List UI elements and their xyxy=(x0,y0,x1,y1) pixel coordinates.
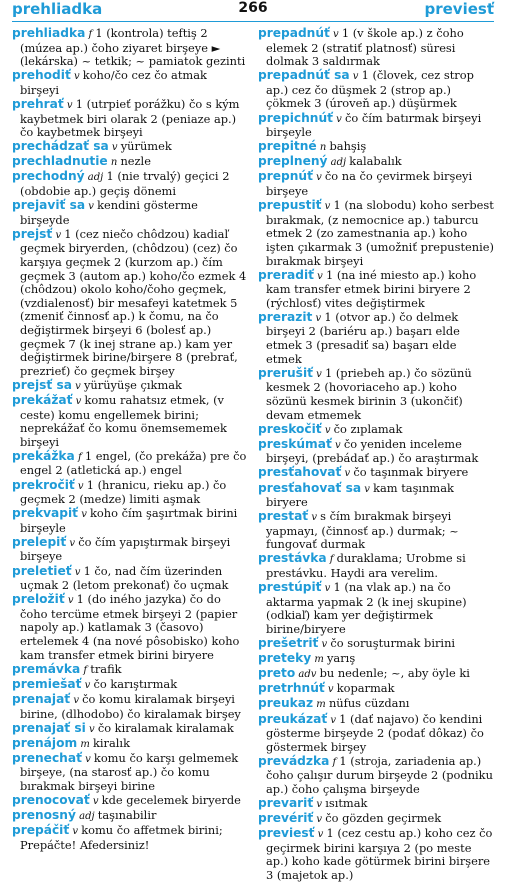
grammar-tag: f xyxy=(326,554,337,566)
grammar-tag: n xyxy=(107,157,121,169)
headword: prepnúť xyxy=(258,169,313,184)
headword: prenocovať xyxy=(12,793,90,808)
definition: ısıtmak xyxy=(325,796,368,811)
definition: yarış xyxy=(327,651,356,666)
dictionary-entry xyxy=(258,112,494,140)
headword: prenechať xyxy=(12,750,82,765)
definition: 1 (človek, cez strop ap.) cez čo düşmek 2 (strop ap.) çökmek 3 (úroveň ap.) düşürmek xyxy=(266,68,474,111)
dictionary-entry xyxy=(12,737,248,752)
definition: duraklama; Urobme si prestávku. Haydi ara verelim. xyxy=(266,551,466,581)
headword: prehliadka xyxy=(12,26,86,40)
headword: prelepiť xyxy=(12,534,67,549)
headword: prechladnutie xyxy=(12,154,108,169)
dictionary-entry xyxy=(12,565,248,593)
grammar-tag: m xyxy=(77,738,93,750)
definition: 1 (dať najavo) čo kendini gösterme birşeyde 2 (podať dôkaz) čo göstermek birşey xyxy=(266,711,484,754)
header-last-headword: previesť xyxy=(424,0,494,18)
definition: 1 (priebeh ap.) čo sözünü kesmek 2 (hovoriaceho ap.) koho sözünü kesmek birinin 3 (ukončiť) devam etmemek xyxy=(266,365,472,422)
grammar-tag: v xyxy=(312,368,325,380)
definition: trafik xyxy=(90,661,122,676)
grammar-tag: v xyxy=(52,229,65,241)
dictionary-entry xyxy=(12,140,248,155)
grammar-tag: v xyxy=(108,142,121,154)
headword: premávka xyxy=(12,661,81,676)
dictionary-entry xyxy=(12,379,248,394)
grammar-tag: v xyxy=(318,639,331,651)
grammar-tag: v xyxy=(78,509,91,521)
dictionary-entry xyxy=(258,797,494,812)
headword: prekážka xyxy=(12,448,75,463)
headword: prenájom xyxy=(12,735,78,750)
dictionary-entry xyxy=(258,170,494,198)
headword: prepustiť xyxy=(258,198,322,213)
right-column xyxy=(258,27,494,883)
grammar-tag: v xyxy=(64,595,77,607)
headword: prerazit xyxy=(258,309,313,324)
dictionary-entry xyxy=(258,367,494,422)
grammar-tag: v xyxy=(312,312,325,324)
headword: prenajať si xyxy=(12,720,86,735)
headword: prepadnúť xyxy=(258,26,330,40)
dictionary-entry xyxy=(258,423,494,438)
dictionary-entry xyxy=(12,170,248,198)
grammar-tag: v xyxy=(314,829,327,841)
definition: čo gözden geçirmek xyxy=(325,811,442,826)
grammar-tag: v xyxy=(321,583,334,595)
dictionary-entry xyxy=(12,824,248,852)
dictionary-entry xyxy=(12,394,248,449)
definition: yürümek xyxy=(120,139,172,154)
grammar-tag: v xyxy=(331,439,344,451)
dictionary-entry xyxy=(258,652,494,667)
grammar-tag: f xyxy=(329,756,340,768)
definition: 1 (na iné miesto ap.) koho kam transfer etmek birini biryere 2 (rýchlosť) vites değiştirmek xyxy=(266,267,477,310)
headword: prekvapiť xyxy=(12,506,79,521)
definition: 1 (do iného jazyka) čo do čoho tercüme etmek birşeyi 2 (papier napoly ap.) katlamak 3 (časovo) ertelemek 4 (na nové pôsobisko) koho kam transfer etmek birini biryere xyxy=(20,592,240,662)
definition: kendini gösterme birşeyde xyxy=(20,198,198,227)
grammar-tag: v xyxy=(321,201,334,213)
definition: čo zıplamak xyxy=(333,421,403,436)
grammar-tag: v xyxy=(327,714,340,726)
grammar-tag: v xyxy=(81,753,94,765)
headword: prejsť xyxy=(12,226,53,241)
dictionary-entry xyxy=(258,637,494,652)
grammar-tag: adj xyxy=(327,157,350,169)
definition: koho/čo cez čo atmak birşeyi xyxy=(20,68,207,97)
grammar-tag: v xyxy=(63,99,76,111)
definition: čo karıştırmak xyxy=(93,676,178,691)
definition: 1 engel, (čo prekáža) pre čo engel 2 (atletická ap.) engel xyxy=(20,448,247,478)
headword: prekážať xyxy=(12,392,73,407)
dictionary-entry xyxy=(258,552,494,580)
dictionary-entry xyxy=(258,482,494,510)
definition: čo kiralamak kiralamak xyxy=(97,720,234,735)
grammar-tag: f xyxy=(85,29,96,40)
dictionary-entry xyxy=(12,809,248,824)
grammar-tag: v xyxy=(332,113,345,125)
dictionary-entry xyxy=(258,466,494,481)
grammar-tag: v xyxy=(71,566,84,578)
definition: 1 (v škole ap.) z čoho elemek 2 (stratiť platnosť) süresi dolmak 3 saldırmak xyxy=(266,26,464,69)
dictionary-entry xyxy=(258,812,494,827)
headword: prejaviť sa xyxy=(12,198,86,213)
grammar-tag: adj xyxy=(75,811,98,823)
dictionary-entry xyxy=(258,682,494,697)
headword: prehodiť xyxy=(12,68,71,83)
dictionary-entry xyxy=(258,69,494,111)
dictionary-entry xyxy=(258,827,494,882)
definition: komu čo affetmek birini; Prepáčte! Afedersiniz! xyxy=(20,823,223,852)
dictionary-entry xyxy=(12,69,248,97)
grammar-tag: v xyxy=(341,468,354,480)
dictionary-entry xyxy=(258,140,494,155)
definition: 1 (nie trvalý) geçici 2 (obdobie ap.) geçiş dönemi xyxy=(20,169,230,199)
headword: preukaz xyxy=(258,696,314,711)
headword: prevériť xyxy=(258,811,314,826)
headword: prevádzka xyxy=(258,753,330,768)
headword: prechádzať sa xyxy=(12,139,109,154)
dictionary-entry xyxy=(12,693,248,721)
headword: presťahovať sa xyxy=(258,480,362,495)
grammar-tag: f xyxy=(80,664,91,676)
dictionary-entry xyxy=(12,722,248,737)
grammar-tag: v xyxy=(313,799,326,811)
grammar-tag: adj xyxy=(84,172,107,184)
definition: 1 (stroja, zariadenia ap.) čoho çalışır durum birşeyde 2 (podniku ap.) čoho çalışma birşeyde xyxy=(266,753,493,796)
grammar-tag: m xyxy=(313,699,329,711)
headword: prenosný xyxy=(12,808,76,823)
definition: čo taşınmak biryere xyxy=(353,465,469,480)
definition: 1 (cez niečo chôdzou) kadiaľ geçmek biryerden, (chôdzou) (cez) čo karşıya geçmek 2 (kurzom ap.) čím geçmek 3 (autom ap.) koho/čo ezmek 4 (chôdzou) okolo koho/čoho geçmek, (vzdialenosť) bir mesafeyi katetmek 5 (zmeniť činnosť ap.) k čomu, na čo değiştirmek birşeyi 6 (bolesť ap.) geçmek 7 (k inej strane ap.) kam yer değiştirmek birine/birşere 8 (prebrať, prezrieť) čo geçmek birşey xyxy=(20,226,247,378)
definition: 1 (cez cestu ap.) koho cez čo geçirmek birini karşıya 2 (po meste ap.) koho kade götürmek birini birşere 3 (majetok ap.) xyxy=(266,826,493,883)
grammar-tag: v xyxy=(72,395,85,407)
definition: 1 (otvor ap.) čo delmek birşeyi 2 (bariéru ap.) başarı elde etmek 3 (presadiť sa) başarı elde etmek xyxy=(266,309,460,366)
page-header xyxy=(0,0,506,22)
definition: taşınabilir xyxy=(97,808,157,823)
dictionary-entry xyxy=(12,593,248,662)
definition: bahşiş xyxy=(329,139,367,154)
definition: koho čím şaşırtmak birini birşeyle xyxy=(20,506,238,535)
dictionary-entry xyxy=(12,155,248,170)
dictionary-entry xyxy=(12,98,248,140)
definition: s čím bırakmak birşeyi yapmayı, (činnosť ap.) durmak; ~ fungovať durmak xyxy=(266,509,459,552)
header-rule xyxy=(12,21,494,22)
grammar-tag: v xyxy=(313,814,326,826)
dictionary-entry xyxy=(12,450,248,478)
dictionary-entry xyxy=(258,199,494,268)
headword: prepichnúť xyxy=(258,110,333,125)
grammar-tag: v xyxy=(361,483,374,495)
definition: 1 (utrpieť porážku) čo s kým kaybetmek biri olarak 2 (peniaze ap.) čo kaybetmek birşeyi xyxy=(20,96,240,140)
left-column xyxy=(12,27,248,853)
grammar-tag: v xyxy=(321,424,334,436)
headword: preletieť xyxy=(12,563,72,578)
dictionary-entry xyxy=(12,228,248,379)
headword: preukázať xyxy=(258,711,328,726)
dictionary-entry xyxy=(258,755,494,797)
dictionary-entry xyxy=(12,199,248,227)
dictionary-entry xyxy=(12,27,248,69)
grammar-tag: v xyxy=(312,172,325,184)
definition: kam taşınmak biryere xyxy=(266,480,454,510)
grammar-tag: v xyxy=(70,694,83,706)
definition: yürüyüşe çıkmak xyxy=(84,377,182,392)
grammar-tag: v xyxy=(81,679,94,691)
grammar-tag: v xyxy=(85,201,98,213)
dictionary-entry xyxy=(12,536,248,564)
headword: pretrhnúť xyxy=(258,681,325,696)
headword: prekročiť xyxy=(12,477,75,492)
page-number: 266 xyxy=(238,0,268,16)
definition: čo čím batırmak birşeyi birşeyle xyxy=(266,110,482,140)
grammar-tag: v xyxy=(308,512,321,524)
dictionary-entry xyxy=(258,510,494,552)
definition: 1 (hranicu, rieku ap.) čo geçmek 2 (medze) limiti aşmak xyxy=(20,477,227,507)
headword: preskúmať xyxy=(258,436,332,451)
grammar-tag: v xyxy=(70,71,83,83)
definition: 1 (na vlak ap.) na čo aktarma yapmak 2 (k inej skupine) (odkiaľ) kam yer değiştirmek birine/biryere xyxy=(266,580,467,636)
grammar-tag: v xyxy=(69,826,82,838)
grammar-tag: v xyxy=(329,29,342,40)
definition: čo soruşturmak birini xyxy=(330,636,456,651)
grammar-tag: f xyxy=(74,451,85,463)
headword: prechodný xyxy=(12,169,85,184)
dictionary-entry xyxy=(258,27,494,69)
dictionary-entry xyxy=(12,507,248,535)
headword: preložiť xyxy=(12,592,65,607)
definition: 1 čo, nad čím üzerinden uçmak 2 (letom prekonať) čo uçmak xyxy=(20,563,229,593)
headword: prestávka xyxy=(258,551,327,566)
grammar-tag: v xyxy=(74,480,87,492)
headword: prestať xyxy=(258,509,309,524)
definition: čo yeniden inceleme birşeyi, (prebádať ap.) čo araştırmak xyxy=(266,436,479,466)
grammar-tag: v xyxy=(313,270,326,282)
dictionary-entry xyxy=(12,663,248,678)
headword: prešetriť xyxy=(258,636,319,651)
dictionary-entry xyxy=(258,581,494,636)
definition: nezle xyxy=(120,154,151,169)
headword: preteky xyxy=(258,651,312,666)
grammar-tag: v xyxy=(89,796,102,808)
headword: prenajať xyxy=(12,691,71,706)
definition: koparmak xyxy=(336,681,395,696)
grammar-tag: adv xyxy=(295,669,320,681)
dictionary-entry xyxy=(258,713,494,755)
definition: bu nedenle; ~, aby öyle ki xyxy=(319,666,470,681)
headword: prepadnúť sa xyxy=(258,68,350,83)
grammar-tag: v xyxy=(85,723,98,735)
grammar-tag: n xyxy=(316,142,330,154)
headword: preto xyxy=(258,666,296,681)
definition: čo čím yapıştırmak birşeyi birşeye xyxy=(20,534,231,564)
dictionary-entry xyxy=(258,697,494,712)
grammar-tag: v xyxy=(324,684,337,696)
dictionary-entry xyxy=(258,269,494,311)
headword: prehrať xyxy=(12,96,64,111)
definition: 1 (na slobodu) koho serbest bırakmak, (z nemocnice ap.) taburcu etmek 2 (zo zamestnania ap.) koho işten çıkarmak 3 (umožniť prepustenie) bırakmak birşeyi xyxy=(266,198,494,268)
definition: 1 (kontrola) teftiş 2 (múzea ap.) čoho ziyaret birşeye ► (lekárska) ~ tetkik; ~ pamiatok gezinti xyxy=(20,26,246,69)
headword: preskočiť xyxy=(258,421,322,436)
definition: nüfus cüzdanı xyxy=(328,696,410,711)
headword: prevariť xyxy=(258,796,314,811)
headword: preradiť xyxy=(258,267,314,282)
definition: komu čo karşı gelmemek birşeye, (na starosť ap.) čo komu bırakmak birşeyi birine xyxy=(20,750,239,793)
grammar-tag: v xyxy=(66,537,79,549)
definition: čo komu kiralamak birşeyi birine, (dlhodobo) čo kiralamak birşey xyxy=(20,691,241,721)
definition: kde gecelemek biryerde xyxy=(101,793,241,808)
headword: prepáčiť xyxy=(12,823,70,838)
dictionary-entry xyxy=(12,794,248,809)
dictionary-entry xyxy=(258,667,494,682)
grammar-tag: m xyxy=(311,654,327,666)
definition: čo na čo çevirmek birşeyi birşeye xyxy=(266,169,473,199)
headword: premiešať xyxy=(12,676,82,691)
headword: prejsť sa xyxy=(12,377,72,392)
headword: previesť xyxy=(258,826,315,841)
definition: kalabalık xyxy=(349,154,402,169)
grammar-tag: v xyxy=(71,380,84,392)
headword: prerušiť xyxy=(258,365,313,380)
definition: kiralık xyxy=(93,735,130,750)
headword: presťahovať xyxy=(258,465,342,480)
dictionary-entry xyxy=(258,311,494,366)
headword: preplnený xyxy=(258,154,328,169)
grammar-tag: v xyxy=(349,71,362,83)
dictionary-entry xyxy=(12,752,248,794)
definition: komu rahatsız etmek, (v ceste) komu engellemek birini; neprekážať čo komu önemsememek birşeyi xyxy=(20,392,227,449)
dictionary-entry xyxy=(258,155,494,170)
headword: prestúpiť xyxy=(258,580,322,595)
dictionary-entry xyxy=(12,678,248,693)
headword: prepitné xyxy=(258,139,317,154)
dictionary-entry xyxy=(12,479,248,507)
dictionary-entry xyxy=(258,438,494,466)
header-first-headword: prehliadka xyxy=(12,0,103,18)
